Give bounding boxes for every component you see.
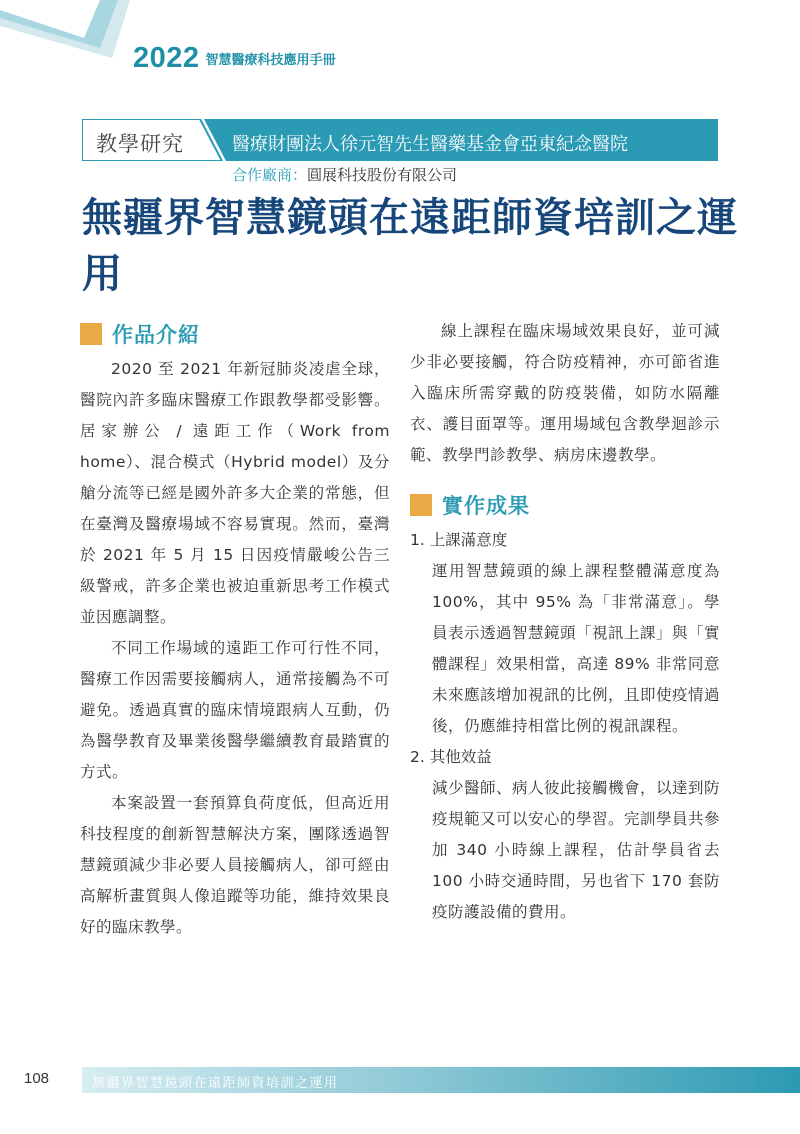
intro-paragraph-3: 本案設置一套預算負荷度低，但高近用科技程度的創新智慧解決方案，團隊透過智慧鏡頭減少非必要人員接觸病人，卻可經由高解析畫質與人像追蹤等功能，維持效果良好的臨床教學。 (80, 794, 390, 936)
result-item-label-1: 1. 上課滿意度 (410, 531, 508, 549)
category-label: 教學研究 (96, 132, 184, 156)
partner-name: 圓展科技股份有限公司 (307, 166, 458, 184)
category-banner (82, 119, 718, 161)
left-column (80, 316, 390, 943)
intro-continued-paragraph: 線上課程在臨床場域效果良好，並可減少非必要接觸，符合防疫精神，亦可節省進入臨床所需穿戴的防疫裝備，如防水隔離衣、護目面罩等。運用場域包含教學迴診示範、教學門診教學、病房床邊教學。 (410, 322, 720, 464)
institution-name: 醫療財團法人徐元智先生醫藥基金會亞東紀念醫院 (232, 134, 628, 155)
handbook-subtitle: 智慧醫療科技應用手冊 (205, 53, 336, 68)
page-number: 108 (24, 1070, 50, 1087)
results-heading (410, 487, 720, 523)
corner-decoration (0, 0, 140, 70)
footer-bar (82, 1067, 800, 1093)
partner-line (232, 164, 457, 185)
handbook-year: 2022 (133, 42, 200, 74)
intro-paragraph-2: 不同工作場域的遠距工作可行性不同，醫療工作因需要接觸病人，通常接觸為不可避免。透過真實的臨床情境跟病人互動，仍為醫學教育及畢業後醫學繼續教育最踏實的方式。 (80, 639, 390, 781)
results-heading-text: 實作成果 (442, 494, 530, 518)
result-item-text-2: 減少醫師、病人彼此接觸機會，以達到防疫規範又可以安心的學習。完訓學員共參加 340 小時線上課程，估計學員省去 100 小時交通時間，另也省下 170 套防疫防護設備的費用。 (432, 779, 721, 921)
intro-paragraph-1: 2020 至 2021 年新冠肺炎凌虐全球，醫院內許多臨床醫療工作跟教學都受影響。居家辦公 / 遠距工作（Work from home）、混合模式（Hybrid model）及分艙分流等已經是國外許多大企業的常態，但在臺灣及醫療場域不容易實現。然而，臺灣於 2021 年 5 月 15 日因疫情嚴峻公告三級警戒，許多企業也被迫重新思考工作模式並因應調整。 (80, 360, 390, 626)
result-item-label-2: 2. 其他效益 (410, 748, 492, 766)
partner-label: 合作廠商： (232, 166, 308, 184)
right-column (410, 316, 720, 928)
heading-square-icon (80, 323, 102, 345)
result-item-text-1: 運用智慧鏡頭的線上課程整體滿意度為 100%，其中 95% 為「非常滿意」。學員表示透過智慧鏡頭「視訊上課」與「實體課程」效果相當，高達 89% 非常同意未來應該增加視訊的比例，且即使疫情過後，仍應維持相當比例的視訊課程。 (432, 562, 721, 735)
footer-running-title: 無疆界智慧鏡頭在遠距師資培訓之運用 (92, 1076, 339, 1091)
article-title: 無疆界智慧鏡頭在遠距師資培訓之運用 (82, 194, 738, 297)
intro-heading-text: 作品介紹 (112, 323, 200, 347)
intro-heading (80, 316, 390, 352)
heading-square-icon (410, 494, 432, 516)
handbook-header (133, 42, 336, 75)
